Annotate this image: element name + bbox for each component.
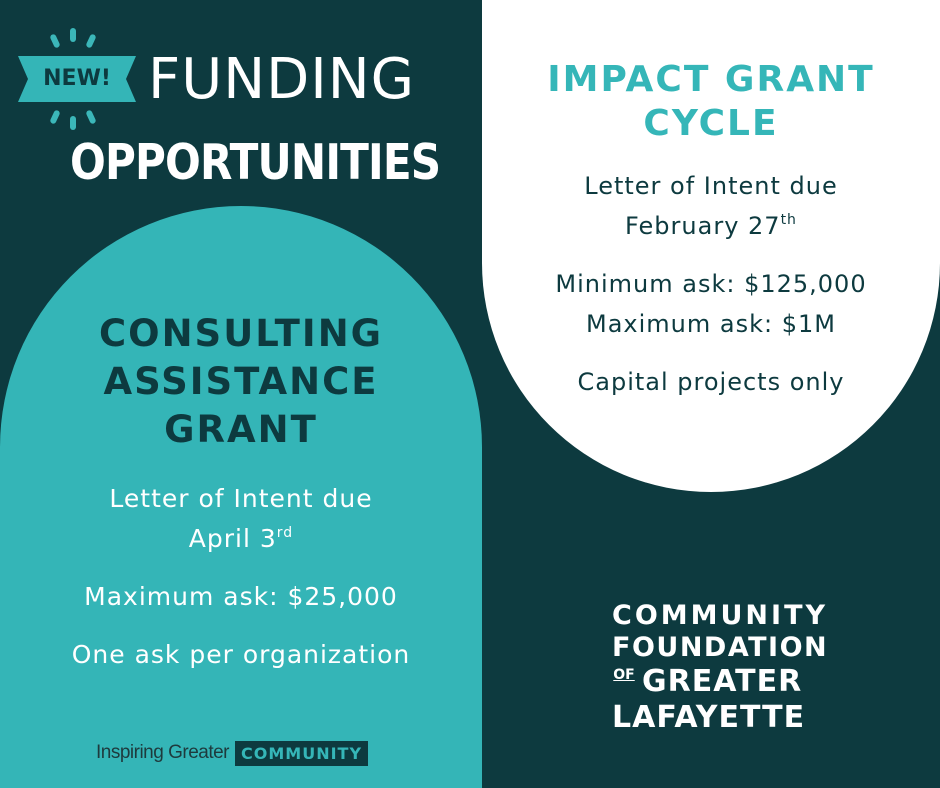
impact-min-ask: Minimum ask: $125,000 xyxy=(555,270,867,298)
headline-opportunities: OPPORTUNITIES xyxy=(70,134,441,191)
logo-line-greater: GREATER xyxy=(642,664,803,699)
impact-loi-label: Letter of Intent due xyxy=(584,172,838,200)
tagline-highlight: COMMUNITY xyxy=(235,741,368,766)
tagline-prefix: Inspiring Greater xyxy=(96,742,230,763)
logo-line-lafayette: LAFAYETTE xyxy=(612,700,806,735)
new-badge xyxy=(18,56,136,102)
logo-line-foundation: FOUNDATION xyxy=(612,632,829,663)
consulting-loi-date: April 3rd xyxy=(188,524,294,553)
consulting-title-line-1: CONSULTING xyxy=(98,312,384,355)
tagline xyxy=(96,740,368,766)
impact-loi-date: February 27th xyxy=(625,212,797,240)
logo-of xyxy=(612,668,636,696)
consulting-max-ask: Maximum ask: $25,000 xyxy=(84,582,398,611)
consulting-title-line-3: GRANT xyxy=(164,408,318,451)
impact-max-ask: Maximum ask: $1M xyxy=(586,310,836,338)
impact-title-line-1: IMPACT GRANT xyxy=(547,59,875,100)
headline-funding: FUNDING xyxy=(148,47,416,112)
new-badge-label: NEW! xyxy=(43,66,111,91)
consulting-limit: One ask per organization xyxy=(71,640,411,669)
logo-of-text: OF xyxy=(613,667,635,683)
consulting-loi-label: Letter of Intent due xyxy=(109,484,373,513)
logo-line-community: COMMUNITY xyxy=(612,600,829,631)
impact-note: Capital projects only xyxy=(577,368,845,396)
consulting-title-line-2: ASSISTANCE xyxy=(103,360,379,403)
impact-title-line-2: CYCLE xyxy=(643,103,779,144)
